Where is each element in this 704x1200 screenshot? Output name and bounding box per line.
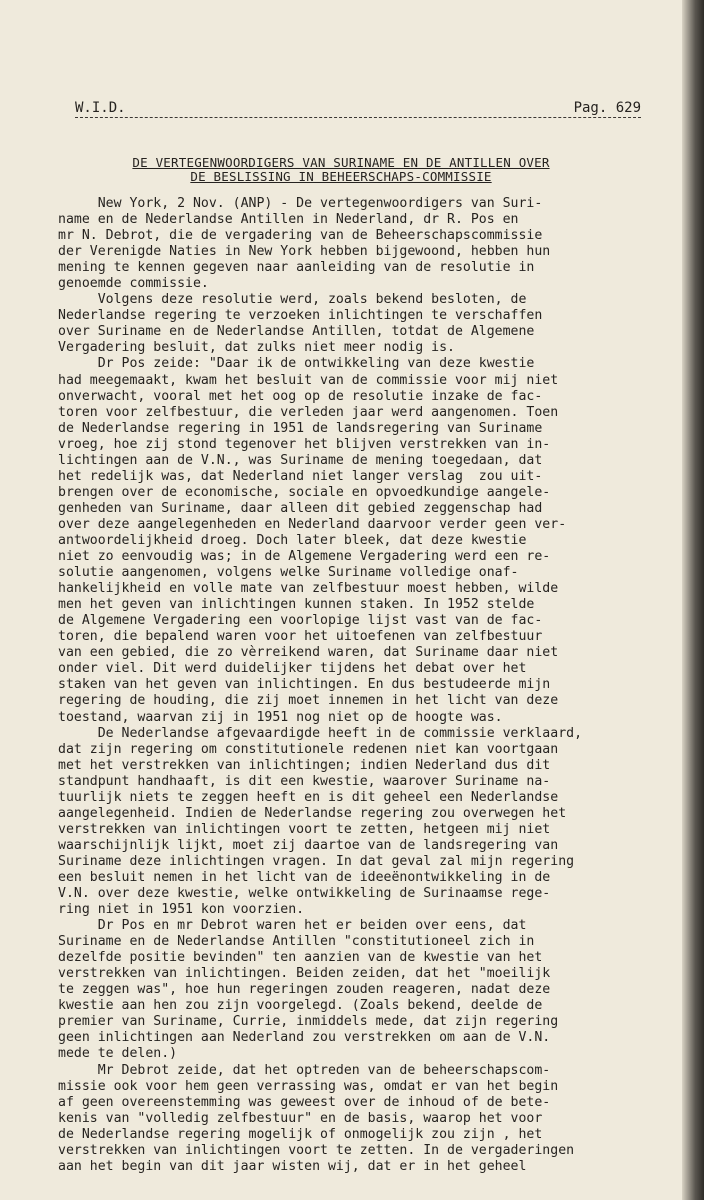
body-line: de Algemene Vergadering een voorlopige lijst vast van de fac- (58, 613, 543, 629)
body-line: brengen over de economische, sociale en opvoedkundige aangele- (58, 484, 551, 500)
header-rule (75, 117, 641, 118)
publication-code: W.I.D. (75, 100, 126, 116)
body-line: dat zijn regering om constitutionele redenen niet kan voortgaan (58, 741, 559, 757)
body-line: lichtingen aan de V.N., was Suriname de mening toegedaan, dat (58, 452, 543, 468)
body-line: Mr Debrot zeide, dat het optreden van de beheerschapscom- (58, 1062, 551, 1078)
title-line-1: DE VERTEGENWOORDIGERS VAN SURINAME EN DE ANTILLEN OVER (132, 155, 550, 170)
body-line: kwestie aan hen zou zijn voorgelegd. (Zoals bekend, deelde de (58, 998, 543, 1014)
body-line: New York, 2 Nov. (ANP) - De vertegenwoordigers van Suri- (58, 196, 543, 211)
body-line: niet zo eenvoudig was; in de Algemene Vergadering werd een re- (58, 549, 551, 565)
body-line: toren, die bepalend waren voor het uitoefenen van zelfbestuur (58, 629, 543, 645)
body-line: verstrekken van inlichtingen voort te zetten, hetgeen mij niet (58, 821, 551, 837)
body-line: een besluit nemen in het licht van de ideeënontwikkeling in de (58, 869, 551, 885)
body-line: kenis van "volledig zelfbestuur" en de basis, waarop het voor (58, 1110, 543, 1126)
body-line: tuurlijk niets te zeggen heeft en is dit geheel een Nederlandse (58, 789, 559, 805)
body-line: antwoordelijkheid droeg. Doch later bleek, dat deze kwestie (58, 532, 527, 548)
body-line: standpunt handhaaft, is dit een kwestie, waarover Suriname na- (58, 773, 551, 789)
body-line: Suriname en de Nederlandse Antillen "constitutioneel zich in (58, 934, 535, 950)
body-line: Nederlandse regering te verzoeken inlichtingen te verschaffen (58, 308, 543, 324)
body-line: geen inlichtingen aan Nederland zou verstrekken om aan de V.N. (58, 1030, 551, 1046)
body-line: Dr Pos zeide: "Daar ik de ontwikkeling van deze kwestie (58, 356, 535, 372)
body-line: men het geven van inlichtingen kunnen staken. In 1952 stelde (58, 597, 535, 613)
body-line: aan het begin van dit jaar wisten wij, dat er in het geheel (58, 1158, 527, 1174)
body-line: toestand, waarvan zij in 1951 nog niet op de hoogte was. (58, 709, 503, 725)
body-line: mening te kennen gegeven naar aanleiding van de resolutie in (58, 260, 535, 276)
body-line: dezelfde positie bevinden" ten aanzien van de kwestie van het (58, 950, 543, 966)
body-line: genheden van Suriname, daar alleen dit gebied zeggenschap had (58, 500, 543, 516)
body-line: regering de houding, die zij moet innemen in het licht van deze (58, 693, 559, 709)
body-line: het redelijk was, dat Nederland niet langer verslag zou uit- (58, 468, 543, 484)
body-line: mede te delen.) (58, 1046, 178, 1062)
body-line: De Nederlandse afgevaardigde heeft in de commissie verklaard, (58, 725, 583, 741)
body-line: premier van Suriname, Currie, inmiddels mede, dat zijn regering (58, 1014, 559, 1030)
body-line: staken van het geven van inlichtingen. En dus bestudeerde mijn (58, 677, 551, 693)
body-line: onder viel. Dit werd duidelijker tijdens het debat over het (58, 661, 527, 677)
article-title (0, 156, 682, 184)
body-line: de Nederlandse regering in 1951 de landsregering van Suriname (58, 420, 543, 436)
body-line: genoemde commissie. (58, 276, 209, 292)
body-line: name en de Nederlandse Antillen in Nederland, dr R. Pos en (58, 212, 519, 228)
body-line: Suriname deze inlichtingen vragen. In dat geval zal mijn regering (58, 853, 575, 869)
body-line: over Suriname en de Nederlandse Antillen, totdat de Algemene (58, 324, 535, 340)
body-line: verstrekken van inlichtingen voort te zetten. In de vergaderingen (58, 1142, 575, 1158)
body-line: af geen overeenstemming was geweest over de inhoud of de bete- (58, 1094, 551, 1110)
body-line: van een gebied, die zo vèrreikend waren, dat Suriname daar niet (58, 645, 559, 661)
body-line: waarschijnlijk lijkt, moet zij daartoe van de landsregering van (58, 837, 559, 853)
body-line: Vergadering besluit, dat zulks niet meer nodig is. (58, 340, 455, 356)
body-line: aangelegenheid. Indien de Nederlandse regering zou overwegen het (58, 805, 567, 821)
body-line: had meegemaakt, kwam het besluit van de commissie voor mij niet (58, 372, 559, 388)
body-line: Volgens deze resolutie werd, zoals bekend besloten, de (58, 292, 527, 308)
body-line: ring niet in 1951 kon voorzien. (58, 902, 305, 918)
body-line: de Nederlandse regering mogelijk of onmogelijk zou zijn , het (58, 1126, 543, 1142)
body-line: V.N. over deze kwestie, welke ontwikkeling de Surinaamse rege- (58, 886, 551, 902)
body-line: over deze aangelegenheden en Nederland daarvoor verder geen ver- (58, 516, 567, 532)
body-line: vroeg, hoe zij stond tegenover het blijven verstrekken van in- (58, 436, 551, 452)
page-header (75, 100, 641, 120)
body-line: missie ook voor hem geen verrassing was, omdat er van het begin (58, 1078, 559, 1094)
body-line: te zeggen was", hoe hun regeringen zouden reageren, nadat deze (58, 982, 551, 998)
article-body (58, 196, 688, 1175)
body-line: der Verenigde Naties in New York hebben bijgewoond, hebben hun (58, 244, 551, 260)
body-line: met het verstrekken van inlichtingen; indien Nederland dus dit (58, 757, 551, 773)
body-line: onverwacht, vooral met het oog op de resolutie inzake de fac- (58, 388, 543, 404)
body-line: Dr Pos en mr Debrot waren het er beiden over eens, dat (58, 918, 527, 934)
body-line: solutie aangenomen, volgens welke Suriname volledige onaf- (58, 565, 519, 581)
body-line: toren voor zelfbestuur, die verleden jaar werd aangenomen. Toen (58, 404, 559, 420)
body-line: hankelijkheid en volle mate van zelfbestuur moest hebben, wilde (58, 581, 559, 597)
page-number: Pag. 629 (573, 100, 641, 116)
body-line: mr N. Debrot, die de vergadering van de Beheerschapscommissie (58, 228, 543, 244)
title-line-2: DE BESLISSING IN BEHEERSCHAPS-COMMISSIE (190, 169, 492, 184)
body-line: verstrekken van inlichtingen. Beiden zeiden, dat het "moeilijk (58, 966, 551, 982)
